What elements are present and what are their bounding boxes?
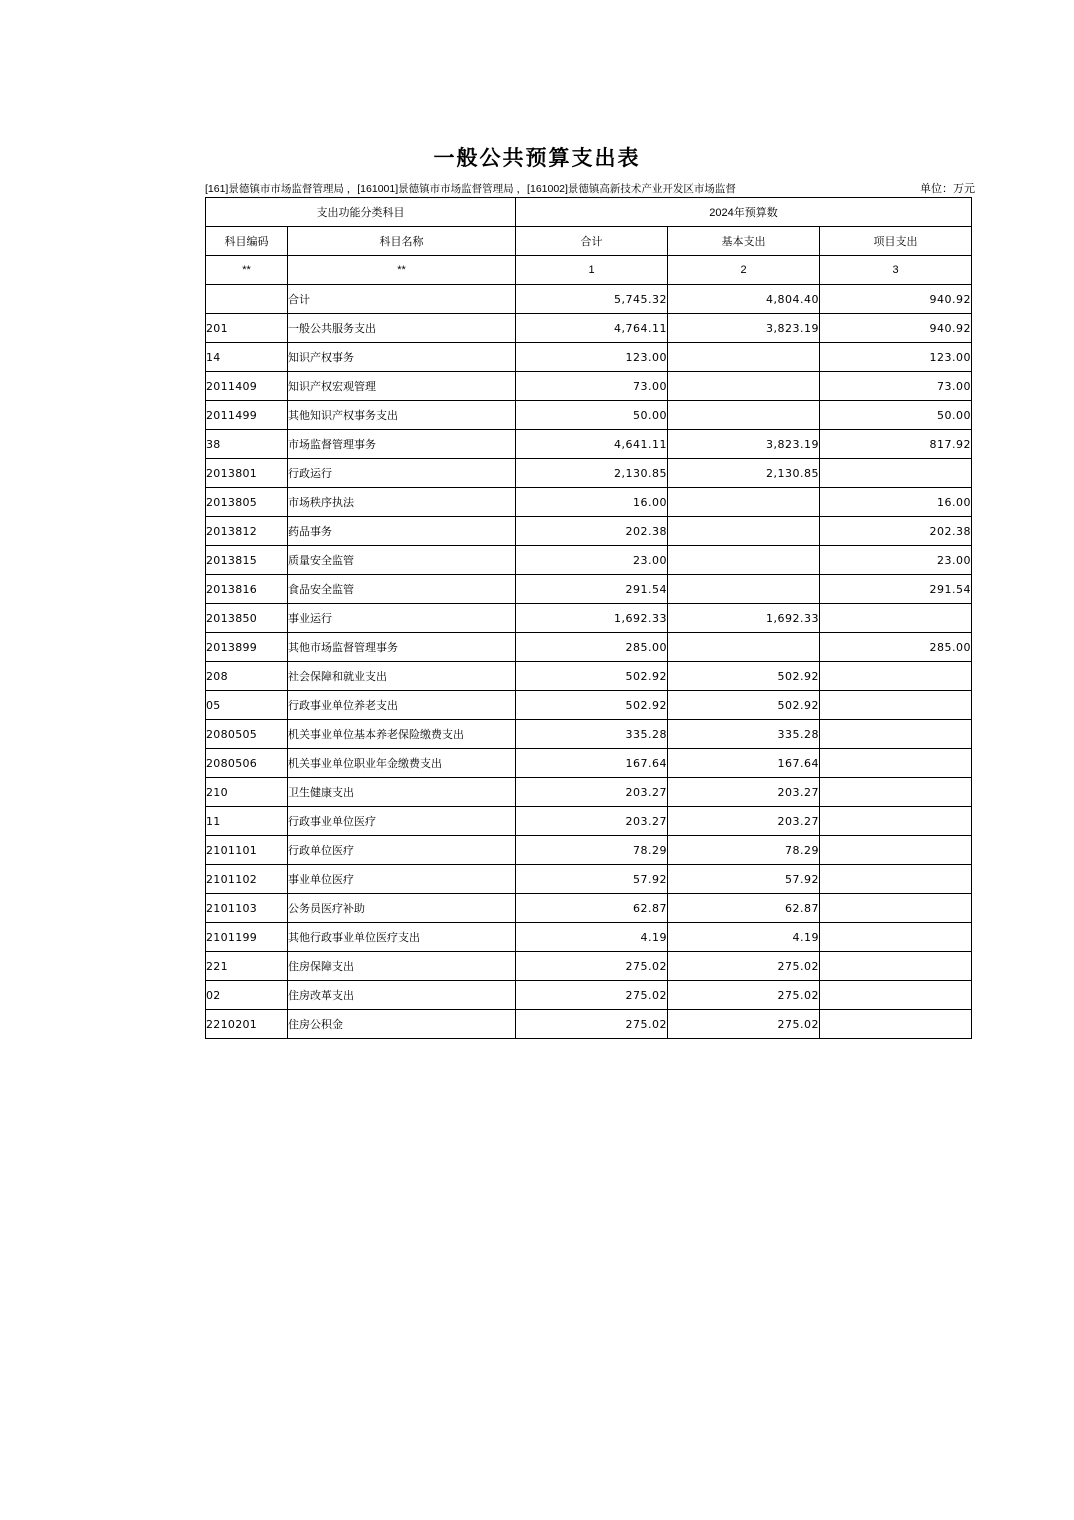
cell-name: 一般公共服务支出 [288, 314, 516, 343]
cell-project: 291.54 [820, 575, 972, 604]
cell-basic: 275.02 [668, 952, 820, 981]
cell-project [820, 459, 972, 488]
cell-name: 行政事业单位养老支出 [288, 691, 516, 720]
cell-basic: 3,823.19 [668, 314, 820, 343]
cell-project [820, 894, 972, 923]
cell-project [820, 1010, 972, 1039]
column-header-name: 科目名称 [288, 227, 516, 256]
cell-code: 2210201 [206, 1010, 288, 1039]
table-row [206, 488, 972, 517]
cell-name: 住房保障支出 [288, 952, 516, 981]
table-row [206, 807, 972, 836]
cell-total: 78.29 [516, 836, 668, 865]
cell-code: 02 [206, 981, 288, 1010]
table-row [206, 894, 972, 923]
cell-basic [668, 343, 820, 372]
cell-project [820, 807, 972, 836]
cell-total: 5,745.32 [516, 285, 668, 314]
cell-total: 62.87 [516, 894, 668, 923]
cell-code: 201 [206, 314, 288, 343]
table-row [206, 343, 972, 372]
table-row [206, 836, 972, 865]
cell-project [820, 981, 972, 1010]
cell-basic [668, 517, 820, 546]
cell-code: 2013815 [206, 546, 288, 575]
cell-project: 940.92 [820, 285, 972, 314]
cell-code: 14 [206, 343, 288, 372]
cell-name: 其他市场监督管理事务 [288, 633, 516, 662]
cell-name: 机关事业单位职业年金缴费支出 [288, 749, 516, 778]
cell-basic [668, 488, 820, 517]
table-column-number-row [206, 256, 972, 285]
table-row [206, 662, 972, 691]
cell-total: 123.00 [516, 343, 668, 372]
cell-basic [668, 575, 820, 604]
cell-basic: 335.28 [668, 720, 820, 749]
cell-project: 940.92 [820, 314, 972, 343]
cell-project: 50.00 [820, 401, 972, 430]
table-column-header-row [206, 227, 972, 256]
column-number-project: 3 [820, 256, 972, 285]
table-row [206, 285, 972, 314]
cell-code: 2013812 [206, 517, 288, 546]
table-group-header-row [206, 198, 972, 227]
cell-name: 公务员医疗补助 [288, 894, 516, 923]
cell-code [206, 285, 288, 314]
cell-code: 2013899 [206, 633, 288, 662]
column-header-project: 项目支出 [820, 227, 972, 256]
table-row [206, 372, 972, 401]
table-row [206, 691, 972, 720]
column-number-basic: 2 [668, 256, 820, 285]
cell-code: 05 [206, 691, 288, 720]
table-row [206, 981, 972, 1010]
cell-name: 质量安全监管 [288, 546, 516, 575]
cell-name: 事业运行 [288, 604, 516, 633]
table-row [206, 546, 972, 575]
budget-table [205, 197, 972, 1039]
cell-total: 4,764.11 [516, 314, 668, 343]
cell-code: 2013816 [206, 575, 288, 604]
cell-basic: 1,692.33 [668, 604, 820, 633]
cell-total: 275.02 [516, 1010, 668, 1039]
cell-code: 38 [206, 430, 288, 459]
cell-name: 药品事务 [288, 517, 516, 546]
cell-name: 住房公积金 [288, 1010, 516, 1039]
cell-total: 285.00 [516, 633, 668, 662]
table-row [206, 517, 972, 546]
cell-name: 行政运行 [288, 459, 516, 488]
table-row [206, 604, 972, 633]
cell-project: 16.00 [820, 488, 972, 517]
cell-code: 2080505 [206, 720, 288, 749]
cell-project [820, 662, 972, 691]
cell-total: 4.19 [516, 923, 668, 952]
cell-project: 123.00 [820, 343, 972, 372]
cell-project [820, 691, 972, 720]
cell-basic: 3,823.19 [668, 430, 820, 459]
cell-total: 502.92 [516, 691, 668, 720]
table-row [206, 575, 972, 604]
cell-code: 210 [206, 778, 288, 807]
table-row [206, 401, 972, 430]
table-row [206, 749, 972, 778]
column-header-total: 合计 [516, 227, 668, 256]
cell-code: 221 [206, 952, 288, 981]
cell-name: 社会保障和就业支出 [288, 662, 516, 691]
cell-project [820, 836, 972, 865]
column-number-code: ** [206, 256, 288, 285]
cell-name: 行政单位医疗 [288, 836, 516, 865]
organization-line: [161]景德镇市市场监督管理局 ，[161001]景德镇市市场监督管理局 ，[161002]景德镇高新技术产业开发区市场监督 [205, 183, 736, 195]
cell-code: 2080506 [206, 749, 288, 778]
table-row [206, 314, 972, 343]
cell-name: 卫生健康支出 [288, 778, 516, 807]
cell-basic [668, 633, 820, 662]
cell-total: 502.92 [516, 662, 668, 691]
cell-name: 食品安全监管 [288, 575, 516, 604]
cell-name: 行政事业单位医疗 [288, 807, 516, 836]
cell-basic: 57.92 [668, 865, 820, 894]
cell-name: 知识产权事务 [288, 343, 516, 372]
cell-code: 2101102 [206, 865, 288, 894]
cell-basic: 203.27 [668, 778, 820, 807]
cell-basic: 2,130.85 [668, 459, 820, 488]
cell-project [820, 923, 972, 952]
cell-total: 167.64 [516, 749, 668, 778]
table-row [206, 720, 972, 749]
cell-code: 2011409 [206, 372, 288, 401]
cell-basic [668, 372, 820, 401]
cell-total: 57.92 [516, 865, 668, 894]
cell-name: 知识产权宏观管理 [288, 372, 516, 401]
cell-total: 203.27 [516, 778, 668, 807]
table-row [206, 459, 972, 488]
group-header-budget-year: 2024年预算数 [516, 198, 972, 227]
page-title: 一般公共预算支出表 [433, 145, 641, 170]
cell-name: 市场秩序执法 [288, 488, 516, 517]
table-row [206, 923, 972, 952]
cell-basic [668, 401, 820, 430]
table-row [206, 1010, 972, 1039]
cell-name: 住房改革支出 [288, 981, 516, 1010]
table-row [206, 865, 972, 894]
cell-code: 11 [206, 807, 288, 836]
cell-basic: 62.87 [668, 894, 820, 923]
cell-total: 16.00 [516, 488, 668, 517]
cell-code: 2101199 [206, 923, 288, 952]
cell-project [820, 720, 972, 749]
cell-basic: 502.92 [668, 691, 820, 720]
unit-label: 单位：万元 [920, 183, 975, 195]
cell-project [820, 604, 972, 633]
cell-project [820, 952, 972, 981]
table-row [206, 430, 972, 459]
cell-name: 其他知识产权事务支出 [288, 401, 516, 430]
cell-code: 2011499 [206, 401, 288, 430]
cell-basic: 4.19 [668, 923, 820, 952]
cell-basic: 4,804.40 [668, 285, 820, 314]
cell-project: 202.38 [820, 517, 972, 546]
cell-total: 50.00 [516, 401, 668, 430]
cell-total: 4,641.11 [516, 430, 668, 459]
cell-project: 285.00 [820, 633, 972, 662]
table-row [206, 633, 972, 662]
table-row [206, 778, 972, 807]
column-number-total: 1 [516, 256, 668, 285]
table-row [206, 952, 972, 981]
cell-code: 2101103 [206, 894, 288, 923]
cell-project [820, 865, 972, 894]
cell-name: 市场监督管理事务 [288, 430, 516, 459]
cell-project [820, 778, 972, 807]
table-header [206, 198, 972, 285]
cell-total: 275.02 [516, 952, 668, 981]
cell-code: 2013805 [206, 488, 288, 517]
cell-total: 291.54 [516, 575, 668, 604]
cell-code: 2013850 [206, 604, 288, 633]
cell-total: 73.00 [516, 372, 668, 401]
cell-total: 2,130.85 [516, 459, 668, 488]
column-number-name: ** [288, 256, 516, 285]
cell-basic: 167.64 [668, 749, 820, 778]
cell-basic: 275.02 [668, 981, 820, 1010]
cell-project: 73.00 [820, 372, 972, 401]
cell-code: 208 [206, 662, 288, 691]
group-header-functional: 支出功能分类科目 [206, 198, 516, 227]
cell-basic: 203.27 [668, 807, 820, 836]
cell-name: 机关事业单位基本养老保险缴费支出 [288, 720, 516, 749]
cell-project: 23.00 [820, 546, 972, 575]
cell-basic: 275.02 [668, 1010, 820, 1039]
cell-total: 23.00 [516, 546, 668, 575]
cell-basic: 502.92 [668, 662, 820, 691]
cell-total: 335.28 [516, 720, 668, 749]
cell-basic [668, 546, 820, 575]
cell-code: 2013801 [206, 459, 288, 488]
cell-name: 合计 [288, 285, 516, 314]
cell-total: 1,692.33 [516, 604, 668, 633]
cell-name: 事业单位医疗 [288, 865, 516, 894]
column-header-code: 科目编码 [206, 227, 288, 256]
cell-basic: 78.29 [668, 836, 820, 865]
column-header-basic: 基本支出 [668, 227, 820, 256]
cell-project [820, 749, 972, 778]
cell-code: 2101101 [206, 836, 288, 865]
cell-total: 275.02 [516, 981, 668, 1010]
cell-name: 其他行政事业单位医疗支出 [288, 923, 516, 952]
meta-row [205, 180, 975, 196]
cell-project: 817.92 [820, 430, 972, 459]
cell-total: 203.27 [516, 807, 668, 836]
table-body [206, 285, 972, 1039]
cell-total: 202.38 [516, 517, 668, 546]
